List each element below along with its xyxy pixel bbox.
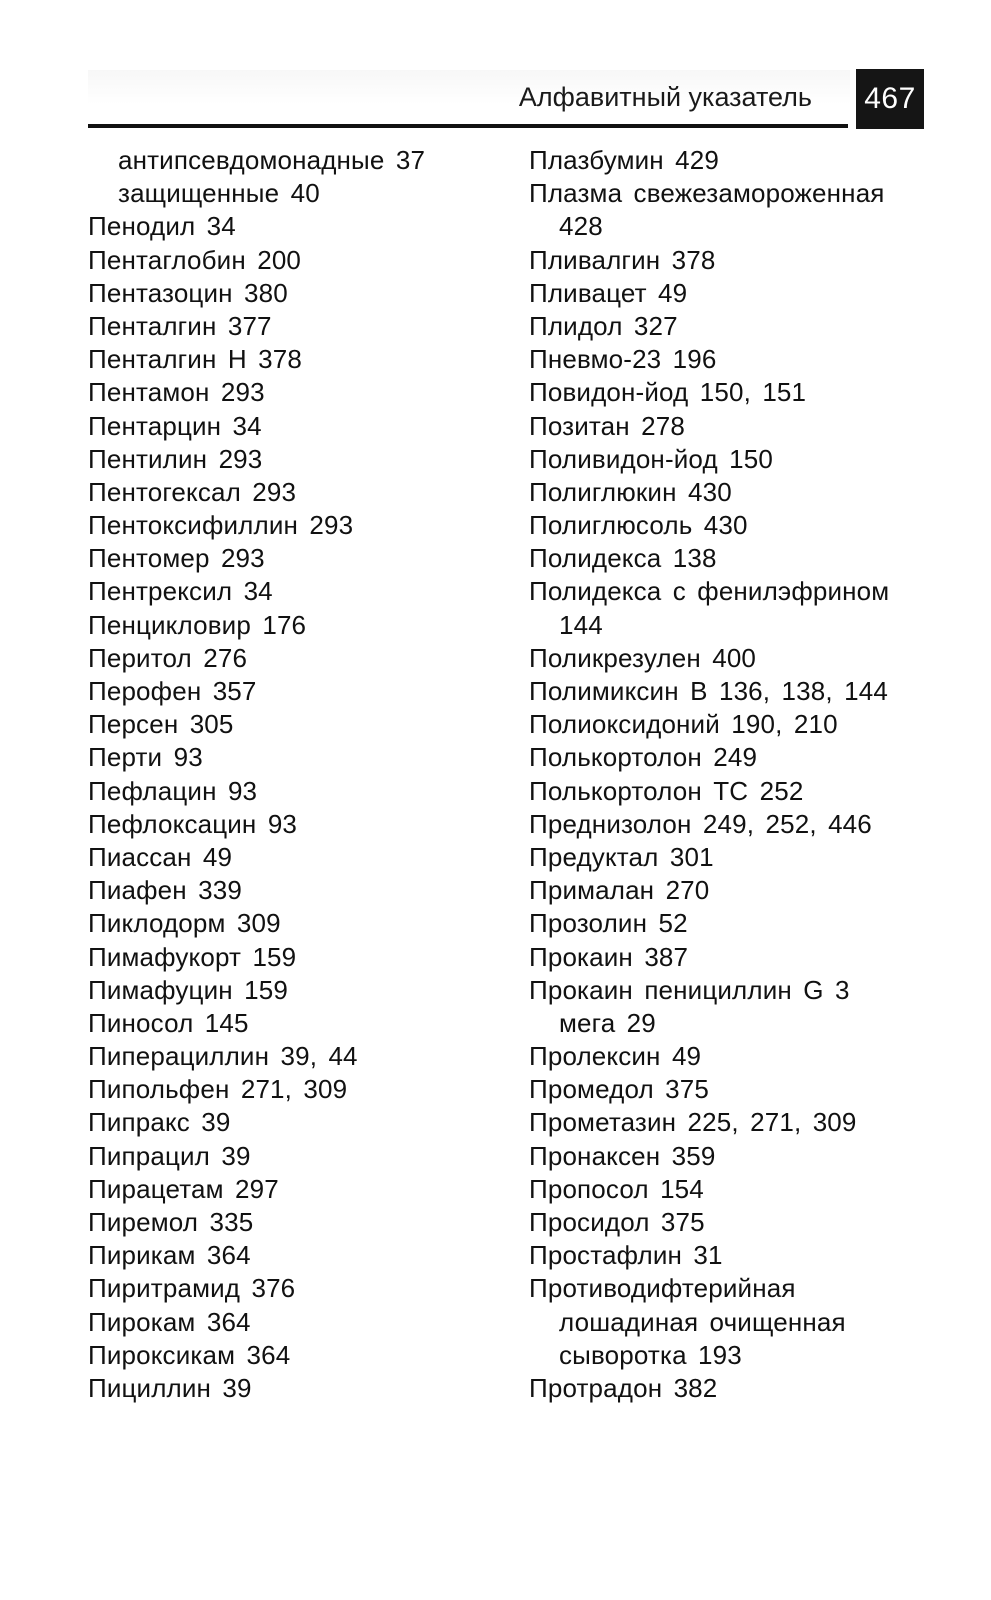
index-entry: Пиритрамид 376 xyxy=(88,1273,296,1304)
index-entry: Прокаин 387 xyxy=(529,941,689,972)
index-entry: Позитан 278 xyxy=(529,410,685,441)
index-entry: Промедол 375 xyxy=(529,1074,710,1105)
index-entry: Пливалгин 378 xyxy=(529,244,716,275)
page-number: 467 xyxy=(856,69,924,129)
index-entry: Пирацетам 297 xyxy=(88,1173,279,1204)
index-entry: Пиклодорм 309 xyxy=(88,908,281,939)
index-entry: Пефлоксацин 93 xyxy=(88,808,298,839)
index-entry: Полимиксин В 136, 138, 144 xyxy=(529,676,888,706)
index-entry: Пироксикам 364 xyxy=(88,1339,291,1370)
index-entry: Пиносол 145 xyxy=(88,1007,249,1038)
index-entry: Пентаглобин 200 xyxy=(88,244,302,275)
index-entry: Пентоксифиллин 293 xyxy=(88,510,354,541)
index-entry: Пентазоцин 380 xyxy=(88,277,288,308)
index-entry: Преднизолон 249, 252, 446 xyxy=(529,808,872,839)
index-entry: Пентилин 293 xyxy=(88,443,263,474)
running-header xyxy=(88,70,850,127)
index-entry: Пропосол 154 xyxy=(529,1173,704,1204)
index-entry: Предуктал 301 xyxy=(529,841,714,872)
index-subentry: защищенные 40 xyxy=(118,178,320,209)
index-entry: Пневмо-23 196 xyxy=(529,344,717,375)
index-subentry: 428 xyxy=(559,211,603,242)
index-entry: Персен 305 xyxy=(88,709,234,740)
index-entry: Противодифтерийная xyxy=(529,1273,796,1304)
index-entry: Пирикам 364 xyxy=(88,1240,251,1271)
index-entry: Полиглюкин 430 xyxy=(529,476,732,507)
index-entry: Прокаин пенициллин G 3 xyxy=(529,974,850,1005)
index-entry: Протрадон 382 xyxy=(529,1372,718,1403)
index-entry: Просидол 375 xyxy=(529,1207,705,1237)
index-entry: Пиперациллин 39, 44 xyxy=(88,1041,358,1072)
index-entry: Пирокам 364 xyxy=(88,1306,251,1337)
index-entry: Пипрацил 39 xyxy=(88,1140,251,1171)
index-entry: Пефлацин 93 xyxy=(88,775,258,806)
index-entry: Плазма свежезамороженная xyxy=(529,178,885,209)
index-subentry: мега 29 xyxy=(559,1007,656,1038)
index-entry: Плидол 327 xyxy=(529,310,678,341)
index-entry: Поливидон-йод 150 xyxy=(529,443,773,474)
index-entry: Прозолин 52 xyxy=(529,908,688,939)
index-entry: Плазбумин 429 xyxy=(529,145,719,175)
index-entry: Перофен 357 xyxy=(88,676,257,706)
index-entry: Пимафукорт 159 xyxy=(88,941,297,972)
index-entry: Пентамон 293 xyxy=(88,377,265,408)
index-entry: Прималан 270 xyxy=(529,875,710,906)
index-subentry: лошадиная очищенная xyxy=(559,1306,846,1337)
index-entry: Перти 93 xyxy=(88,742,203,773)
index-entry: Пипольфен 271, 309 xyxy=(88,1074,348,1105)
index-entry: Простафлин 31 xyxy=(529,1240,723,1271)
index-entry: Пентогексал 293 xyxy=(88,476,297,507)
index-entry: Пимафуцин 159 xyxy=(88,974,288,1005)
header-title: Алфавитный указатель xyxy=(518,82,812,112)
index-entry: Пициллин 39 xyxy=(88,1372,252,1403)
index-subentry: сыворотка 193 xyxy=(559,1339,742,1370)
index-entry: Полиоксидоний 190, 210 xyxy=(529,709,838,740)
index-entry: Полькортолон ТС 252 xyxy=(529,775,804,806)
index-entry: Пиремол 335 xyxy=(88,1207,254,1237)
index-column-left xyxy=(88,144,508,1405)
index-entry: Пенцикловир 176 xyxy=(88,609,307,640)
index-entry: Пиафен 339 xyxy=(88,875,242,906)
index-column-right xyxy=(529,144,949,1405)
index-entry: Пиассан 49 xyxy=(88,841,233,872)
index-entry: Пентомер 293 xyxy=(88,543,265,574)
header-rule xyxy=(88,124,848,128)
index-entry: Пролексин 49 xyxy=(529,1041,702,1072)
index-subentry: 144 xyxy=(559,609,603,640)
index-subentry: антипсевдомонадные 37 xyxy=(118,145,426,175)
index-entry: Поликрезулен 400 xyxy=(529,642,757,673)
index-entry: Повидон-йод 150, 151 xyxy=(529,377,807,408)
index-entry: Пентрексил 34 xyxy=(88,576,273,607)
index-entry: Пенталгин Н 378 xyxy=(88,344,302,375)
index-entry: Полиглюсоль 430 xyxy=(529,510,748,541)
index-entry: Пипракс 39 xyxy=(88,1107,231,1138)
index-entry: Пентарцин 34 xyxy=(88,410,262,441)
index-entry: Пронаксен 359 xyxy=(529,1140,716,1171)
index-entry: Полькортолон 249 xyxy=(529,742,758,773)
index-entry: Прометазин 225, 271, 309 xyxy=(529,1107,857,1138)
index-entry: Пенодил 34 xyxy=(88,211,236,242)
index-entry: Перитол 276 xyxy=(88,642,248,673)
index-entry: Пенталгин 377 xyxy=(88,310,272,341)
index-entry: Пливацет 49 xyxy=(529,277,688,308)
index-entry: Полидекса 138 xyxy=(529,543,717,574)
index-entry: Полидекса с фенилэфрином xyxy=(529,576,890,607)
